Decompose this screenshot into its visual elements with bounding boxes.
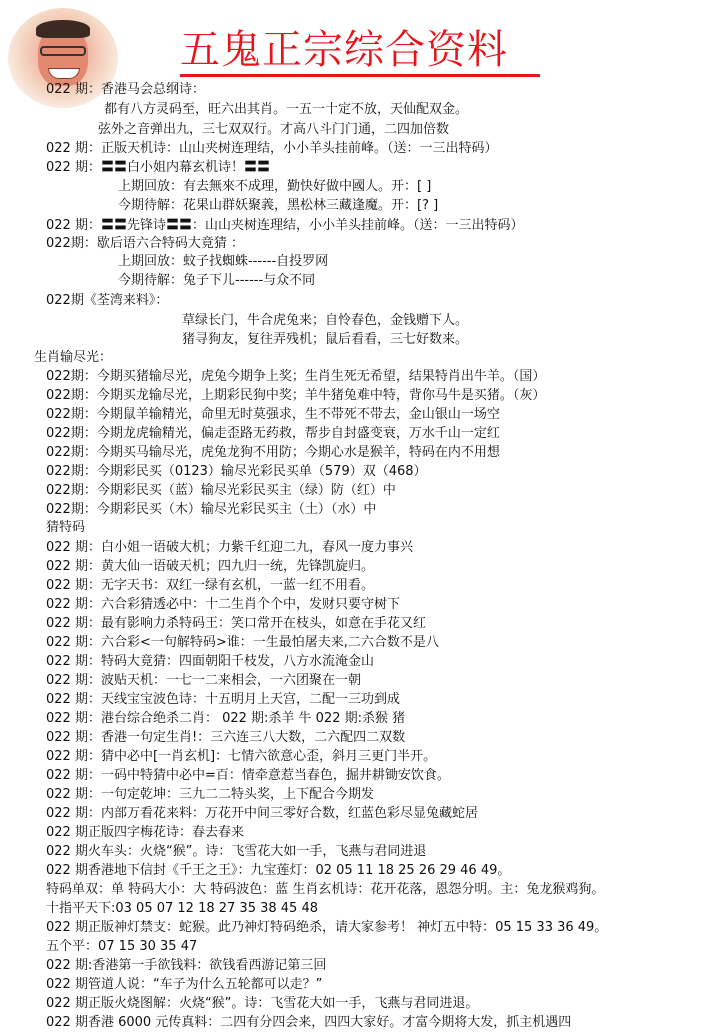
text-line: 五个平：07 15 30 35 47: [46, 939, 198, 954]
text-line: 022 期:香港第一手欲钱料：欲钱看西游记第三回: [46, 958, 327, 973]
text-line: 022期《荃湾来料》：: [46, 293, 169, 308]
text-line: 弦外之音弹出九，三七双双行。才高八斗门门通，二四加倍数: [98, 122, 450, 137]
text-line: 022 期：白小姐一语破大机；力紫千红迎二九，春风一度力事兴: [46, 540, 413, 555]
text-line: 上期回放：蚊子找蜘蛛------自投罗网: [118, 254, 329, 269]
text-line: 022 期：港台综合绝杀二肖： 022 期:杀羊 牛 022 期:杀猴 猪: [46, 711, 406, 726]
text-line: 022 期正版四字梅花诗：春去春来: [46, 825, 244, 840]
text-line: 草绿长门，牛合虎兔来；自怜春色，金钱赠下人。: [182, 313, 469, 328]
text-line: 022 期：六合彩<一句解特码>谁：一生最怕屠夫来,二六合数不是八: [46, 635, 439, 650]
text-line: 022 期：〓〓先锋诗〓〓：山山夹树连理结，小小羊头挂前峰。（送：一三出特码）: [46, 218, 524, 233]
text-line: 022 期正版火烧图解：火烧“猴”。诗：飞雪花大如一手，飞燕与君同进退。: [46, 996, 479, 1011]
text-line: 十指平天下:03 05 07 12 18 27 35 38 45 48: [46, 901, 318, 916]
text-line: 022 期香港地下信封《千王之王》：九宝莲灯：02 05 11 18 25 26 29 46 49。: [46, 863, 511, 878]
text-line: 022 期：〓〓白小姐内幕玄机诗！〓〓: [46, 160, 270, 175]
text-line: 今期待解：兔子下儿------与众不同: [118, 273, 316, 288]
text-line: 022 期：黄大仙一语破天机；四九归一统，先锋凯旋归。: [46, 559, 374, 574]
text-line: 022 期：一句定乾坤：三九二二特头奖，上下配合今期发: [46, 787, 374, 802]
text-line: 022 期：一码中特猜中必中=百：情牵意惹当春色，掘井耕锄安饮食。: [46, 768, 450, 783]
page-title: 五鬼正宗综合资料: [180, 26, 540, 77]
text-line: 022 期：正版天机诗：山山夹树连理结，小小羊头挂前峰。（送：一三出特码）: [46, 141, 498, 156]
text-line: 022 期香港 6000 元传真料：二四有分四会来，四四大家好。才富今期将大发，抓主机遇四: [46, 1015, 572, 1030]
text-line: 022期：歇后语六合特码大竟猜 ：: [46, 236, 244, 251]
text-line: 022 期：特码大竟猜：四面朝阳千枝发，八方水流淹金山: [46, 654, 374, 669]
text-line: 022 期：六合彩猜透必中：十二生肖个个中，发财只要守树下: [46, 597, 400, 612]
avatar-glasses: [40, 46, 86, 56]
text-line: 022 期：猜中必中[一肖玄机]：七情六欲意心歪，斜月三更门半开。: [46, 749, 437, 764]
text-line: 022 期：最有影响力杀特码王：笑口常开在枝头，如意在手花又红: [46, 616, 426, 631]
text-line: 022期：今期彩民买（0123）输尽光彩民买单（579）双（468）: [46, 464, 427, 479]
text-line: 022 期：香港一句定生肖!：三六连三八大数，二六配四二双数: [46, 730, 406, 745]
text-line: 022期：今期彩民买（木）输尽光彩民买主（土）（水）中: [46, 502, 377, 517]
text-line: 022 期：内部万看花来料：万花开中间三零好合数，红蓝色彩尽显兔藏蛇居: [46, 806, 478, 821]
text-line: 022期：今期买猪输尽光，虎兔今期争上奖；生肖生死无希望，结果特肖出牛羊。（国）: [46, 369, 546, 384]
text-line: 022期：今期买龙输尽光，上期彩民狗中奖；羊牛猪兔难中特，背你马牛是买猪。（灰）: [46, 388, 546, 403]
text-line: 上期回放：有去無來不成理，勤快好做中國人。开：[ ]: [118, 179, 432, 194]
text-line: 022期：今期龙虎输精光，偏走歪路无药救，帮步自封盛变衰，万水千山一定红: [46, 426, 500, 441]
text-line: 都有八方灵码至，旺六出其肖。一五一十定不放，天仙配双金。: [104, 102, 469, 117]
text-line: 生肖输尽光：: [34, 350, 113, 365]
avatar-hair: [36, 20, 90, 38]
text-line: 022 期：香港马会总纲诗：: [46, 82, 205, 97]
text-line: 022 期管道人说：“车子为什么五轮都可以走？”: [46, 977, 323, 992]
text-line: 猪寻狗友，复往弄残机；鼠后看看，三七好数来。: [182, 332, 469, 347]
text-line: 022期：今期鼠羊输精光，命里无时莫强求，生不带死不带去，金山银山一场空: [46, 407, 500, 422]
text-line: 022 期正版神灯禁支：蛇猴。此乃神灯特码绝杀，请大家参考！ 神灯五中特：05 15 33 36 49。: [46, 920, 608, 935]
text-line: 022 期：天线宝宝波色诗：十五明月上天宫，二配一三功到成: [46, 692, 400, 707]
text-line: 特码单双：单 特码大小：大 特码波色：蓝 生肖玄机诗：花开花落，恩怨分明。主：兔龙猴鸡狗。: [46, 882, 605, 897]
text-line: 猜特码: [46, 520, 86, 535]
text-line: 今期待解：花果山群妖聚義，黑松林三藏逢魔。开：[? ]: [118, 198, 439, 213]
text-line: 022 期：无字天书：双红一绿有玄机，一蓝一红不用看。: [46, 578, 374, 593]
text-line: 022 期火车头：火烧“猴”。诗：飞雪花大如一手，飞燕与君同进退: [46, 844, 427, 859]
text-line: 022期：今期彩民买（蓝）输尽光彩民买主（绿）防（红）中: [46, 483, 396, 498]
text-line: 022 期：波贴天机：一七一二来相会，一六团聚在一朝: [46, 673, 361, 688]
text-line: 022期：今期买马输尽光，虎兔龙狗不用防；今期心水是猴羊，特码在内不用想: [46, 445, 500, 460]
